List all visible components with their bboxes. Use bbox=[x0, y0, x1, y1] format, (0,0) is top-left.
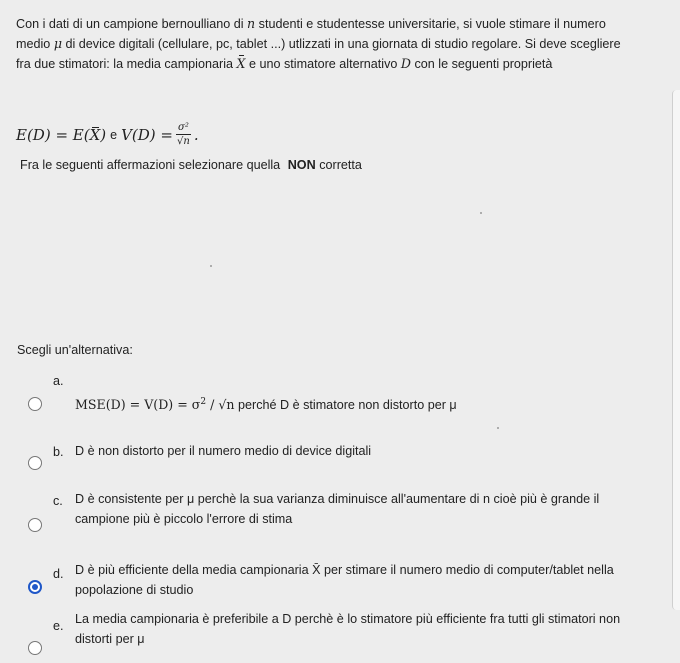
option-a-sup: 2 bbox=[200, 397, 207, 407]
option-letter: a. bbox=[53, 374, 64, 388]
option-text[interactable]: D è non distorto per il numero medio di device digitali bbox=[75, 444, 372, 458]
option-letter: b. bbox=[53, 445, 64, 459]
option-text[interactable]: D è consistente per μ perchè la sua varianza diminuisce all'aumentare di n cioè più è grande il campione più è piccolo l'errore di stima bbox=[75, 492, 600, 526]
var-mu: μ bbox=[53, 36, 62, 51]
radio-option-a[interactable] bbox=[28, 397, 42, 411]
scrollbar[interactable] bbox=[672, 90, 680, 610]
speck bbox=[497, 427, 499, 429]
question-prompt bbox=[20, 158, 362, 172]
speck bbox=[480, 212, 482, 214]
option-text[interactable]: D è più efficiente della media campionaria X̄ per stimare il numero medio di computer/tablet nella popolazione di studio bbox=[75, 563, 614, 597]
question-tail: corretta bbox=[315, 158, 362, 172]
option-letter: c. bbox=[53, 494, 63, 508]
option-a-text: perché D è stimatore non distorto per μ bbox=[234, 398, 457, 413]
formula-fraction bbox=[176, 122, 191, 147]
question-text: Fra le seguenti affermazioni selezionare quella bbox=[20, 158, 284, 172]
option-a-mid: / √n bbox=[206, 397, 235, 413]
intro-part2: studenti e studentesse universitarie, si vuole stimare il numero medio bbox=[16, 17, 606, 51]
formula-numerator: σ² bbox=[178, 122, 189, 133]
option-letter: d. bbox=[53, 567, 64, 581]
radio-option-d[interactable] bbox=[28, 580, 42, 594]
option-text[interactable] bbox=[75, 392, 640, 415]
speck bbox=[210, 265, 212, 267]
formula-denominator: √n bbox=[177, 136, 190, 147]
radio-option-c[interactable] bbox=[28, 518, 42, 532]
var-n: n bbox=[247, 16, 256, 31]
formula-connector: e bbox=[110, 127, 118, 142]
var-xbar: X bbox=[237, 54, 246, 74]
var-d: D bbox=[400, 56, 411, 71]
radio-option-b[interactable] bbox=[28, 456, 42, 470]
question-emphasis: NON bbox=[287, 158, 316, 172]
intro-part4: e uno stimatore alternativo bbox=[245, 57, 401, 71]
formula-lhs2: V(D) = bbox=[121, 125, 173, 144]
formula-xbar: X bbox=[89, 125, 101, 144]
option-a-formula: MSE(D) = V(D) = σ bbox=[75, 397, 201, 413]
formula-lhs1: E(D) = E( bbox=[16, 125, 90, 144]
formula-end: . bbox=[193, 125, 199, 144]
option-text[interactable]: La media campionaria è preferibile a D perchè è lo stimatore più efficiente fra tutti gli stimatori non distorti per μ bbox=[75, 612, 621, 646]
formula-rhs1: ) bbox=[100, 125, 107, 144]
question-intro bbox=[16, 14, 636, 74]
option-letter: e. bbox=[53, 619, 64, 633]
choose-label: Scegli un'alternativa: bbox=[17, 343, 133, 357]
intro-part3: di device digitali (cellulare, pc, tablet ...) utlizzati in una giornata di studio regolare. Si deve scegliere fra due stimatori: la media campionaria bbox=[16, 37, 621, 71]
intro-part1: Con i dati di un campione bernoulliano di bbox=[16, 17, 248, 31]
radio-option-e[interactable] bbox=[28, 641, 42, 655]
properties-formula bbox=[16, 122, 199, 147]
intro-part5: con le seguenti proprietà bbox=[410, 57, 553, 71]
